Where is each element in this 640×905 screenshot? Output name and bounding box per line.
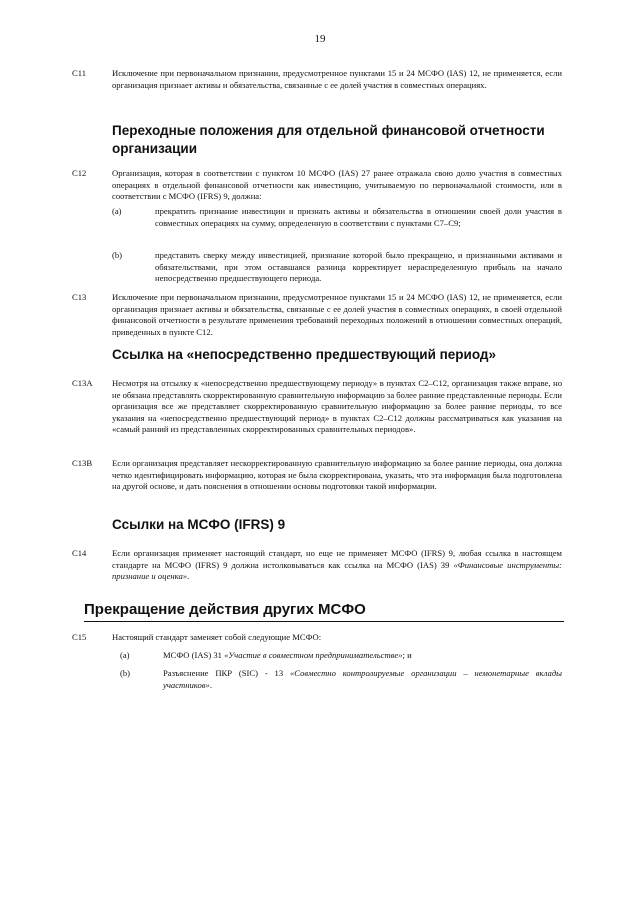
paragraph-text: Организация, которая в соответствии с пунктом 10 МСФО (IAS) 27 ранее отражала свою долю участия в совместных операциях в отдельной финансовой отчетности как инвестицию, учитываемую по первоначальной стоимости, или в соответствии с МСФО (IFRS) 9, должна: — [112, 168, 562, 202]
paragraph-id: C11 — [72, 68, 87, 78]
paragraph-c13b — [72, 458, 562, 493]
paragraph-c11 — [72, 68, 562, 91]
paragraph-c15 — [72, 632, 562, 644]
paragraph-id: C14 — [72, 548, 87, 558]
paragraph-text: Несмотря на отсылку к «непосредственно предшествующему периоду» в пунктах C2–C12, организация также вправе, но не обязана представлять скорректированную сравнительную информацию за более ранние представленные периоды. Если организация все же представляет скорректированную сравнительную информацию за более ранние периоды, то все указания на «непосредственно предшествующий период» в пунктах C2–C12 должны рассматриваться как указания на «самый ранний из представленных скорректированных сравнительных периодов». — [112, 378, 562, 435]
paragraph-c14 — [72, 548, 562, 583]
paragraph-c13 — [72, 292, 562, 338]
list-marker: (b) — [120, 668, 131, 678]
italic-title: «Участие в совместном предпринимательстве» — [224, 650, 403, 660]
section-heading-reference: Ссылка на «непосредственно предшествующий период» — [112, 347, 496, 362]
paragraph-text: Исключение при первоначальном признании, предусмотренное пунктами 15 и 24 МСФО (IAS) 12, не применяется, если организация признает активы и обязательства, связанные с ее долей участия в совместных операциях, в своей отдельной финансовой отчетности в результате применения требований переходных положений в отношении совместных операций, приведенных в пункте C12. — [112, 292, 562, 337]
paragraph-c12 — [72, 168, 562, 203]
page-number: 19 — [314, 33, 326, 45]
text-run: МСФО (IAS) 31 — [163, 650, 225, 660]
italic-title: «Совместно контролируемые организации – немонетарные вклады участников» — [163, 668, 562, 690]
list-item-c15-a — [120, 650, 562, 662]
list-item-text — [163, 668, 562, 691]
paragraph-text: Если организация представляет нескорректированную сравнительную информацию за более ранние периоды, она должна четко идентифицировать информацию, которая не была скорректирована, указать, что эта информация была подготовлена на другой основе, и дать пояснения в отношении основы подготовки такой информации. — [112, 458, 562, 492]
paragraph-id: C12 — [72, 168, 87, 178]
paragraph-text — [112, 548, 562, 583]
paragraph-id: C15 — [72, 632, 87, 642]
section-heading-transition: Переходные положения для отдельной финансовой отчетности организации — [112, 123, 545, 156]
paragraph-id: C13 — [72, 292, 87, 302]
paragraph-c13a — [72, 378, 562, 436]
paragraph-id: C13B — [72, 458, 93, 468]
section-heading-ifrs9: Ссылки на МСФО (IFRS) 9 — [112, 517, 286, 532]
paragraph-text: Исключение при первоначальном признании, предусмотренное пунктами 15 и 24 МСФО (IAS) 12, не применяется, если организация признает активы и обязательства, связанные с ее долей участия в совместных операциях. — [112, 68, 562, 90]
list-marker: (a) — [120, 650, 130, 660]
paragraph-id: C13A — [72, 378, 93, 388]
list-item-text — [163, 650, 562, 662]
text-run: ; и — [402, 650, 412, 660]
text-run: Разъяснение ПКР (SIC) - 13 — [163, 668, 290, 678]
list-item-c15-b — [120, 668, 562, 691]
list-marker: (a) — [112, 206, 122, 216]
text-run: Если организация применяет настоящий стандарт, но еще не применяет МСФО (IFRS) 9, любая ссылка в настоящем стандарте на МСФО (IFRS) 9 должна истолковываться как ссылка на МСФО (IAS) 39 — [112, 548, 562, 570]
list-item-c12-a — [112, 206, 562, 229]
section-heading-withdrawal: Прекращение действия других МСФО — [84, 601, 564, 622]
list-item-text: представить сверку между инвестицией, признание которой было прекращено, и признанными активами и обязательствами, при этом оставшаяся разница корректирует нераспределенную прибыль на начало непосредственно предшествующего периода. — [155, 250, 562, 284]
text-run: . — [187, 571, 190, 582]
text-run: . — [209, 679, 212, 690]
list-item-text: прекратить признание инвестиции и признать активы и обязательства в отношении своей доли участия в совместных операциях на сумму, определенную в соответствии с пунктами C7–C9; — [155, 206, 562, 228]
list-marker: (b) — [112, 250, 123, 260]
paragraph-text: Настоящий стандарт заменяет собой следующие МСФО: — [112, 632, 322, 642]
list-item-c12-b — [112, 250, 562, 285]
italic-title: «Финансовые инструменты: признание и оценка» — [112, 559, 562, 582]
